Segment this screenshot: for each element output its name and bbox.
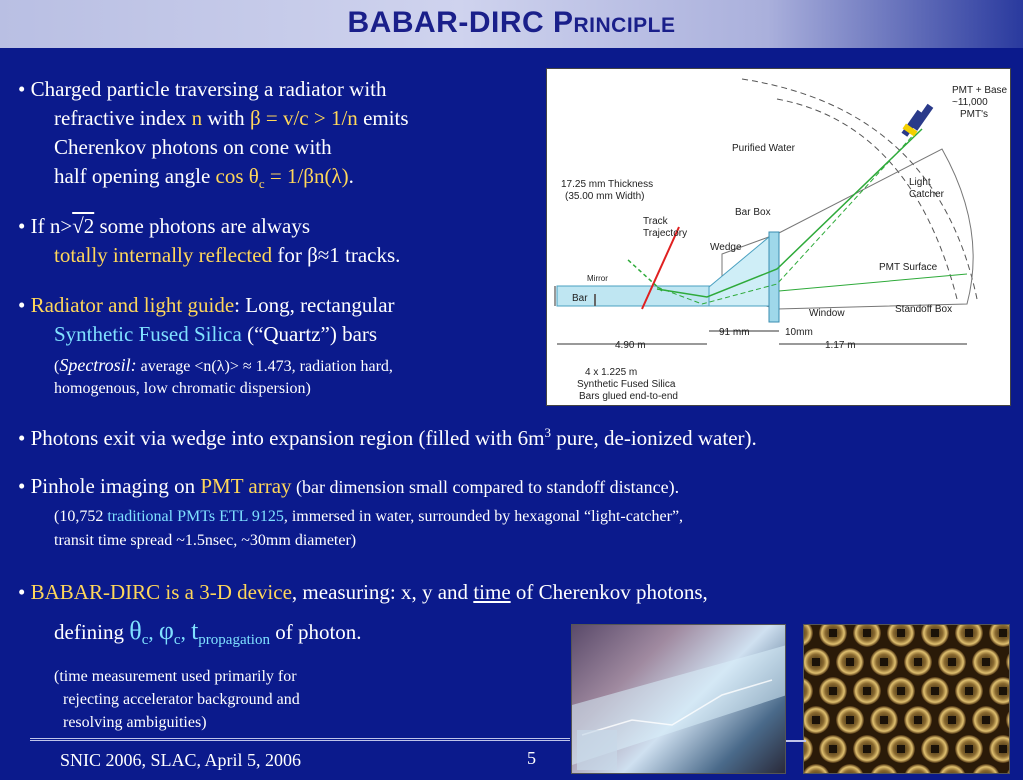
comma: ,	[148, 620, 159, 644]
bullet-1-line-2	[54, 106, 409, 131]
pmt-dynode	[982, 716, 990, 724]
bullet-6-note-2: rejecting accelerator background and	[63, 691, 300, 708]
label-pmt-base: PMT + Base	[952, 85, 1008, 96]
bullet-2-line-2	[54, 243, 400, 268]
pmt-dynode	[863, 687, 871, 695]
phi-symbol: φ	[158, 616, 174, 645]
photo-svg	[572, 625, 786, 774]
block	[577, 730, 617, 770]
bullet-5-line-3: transit time spread ~1.5nsec, ~30mm diameter)	[54, 532, 357, 549]
label-standoff-box: Standoff Box	[895, 304, 953, 315]
text: , measuring: x, y and	[291, 580, 474, 604]
slide-title: BABAR-DIRC Principle	[347, 6, 676, 39]
bullet-3-line-3	[54, 355, 393, 376]
subscript-c: c	[173, 632, 181, 649]
label-pmt-surface: PMT Surface	[879, 262, 938, 273]
pmt-array-highlight: PMT array	[200, 474, 292, 498]
footer-rule-right	[786, 740, 806, 742]
pmt-dynode	[948, 716, 956, 724]
bullet-3-line-2	[54, 322, 377, 347]
text: refractive index	[54, 106, 192, 130]
pmt-face	[938, 764, 966, 774]
pmt-dynode	[897, 629, 905, 637]
text: (10,752	[54, 508, 108, 525]
pmt-face	[870, 764, 898, 774]
label-width: (35.00 mm Width)	[565, 191, 645, 202]
text: : Long, rectangular	[234, 293, 395, 317]
pmt-dynode	[914, 716, 922, 724]
label-91mm: 91 mm	[719, 327, 750, 338]
pmt-face	[904, 764, 932, 774]
beta-condition: β = v/c > 1/n	[249, 106, 358, 130]
subscript-c: c	[258, 176, 265, 192]
bullet-1-line-3: Cherenkov photons on cone with	[54, 135, 332, 159]
photon-path-3	[779, 274, 967, 291]
superscript-3: 3	[544, 425, 551, 440]
text: •	[18, 293, 31, 317]
bullet-2-line-1	[18, 214, 310, 239]
text: for β≈1 tracks.	[272, 243, 401, 267]
symbol-n: n	[191, 106, 203, 130]
spectrosil: Spectrosil:	[59, 355, 137, 375]
text: pure, de-ionized water).	[550, 426, 757, 450]
pmt-dynode	[914, 658, 922, 666]
pmt-dynode	[812, 658, 820, 666]
text: emits	[357, 106, 409, 130]
silica-highlight: Synthetic Fused Silica	[54, 322, 242, 346]
pmt-dynode	[880, 716, 888, 724]
pmt-dynode	[897, 687, 905, 695]
pmt-face	[836, 764, 864, 774]
pmt-dynode	[829, 629, 837, 637]
label-bars-3: Bars glued end-to-end	[579, 391, 678, 402]
text: .	[348, 164, 354, 188]
pmt-face	[972, 764, 1000, 774]
pmt-dynode	[931, 687, 939, 695]
text: with	[202, 106, 250, 130]
formula: = 1/βn(λ)	[264, 164, 349, 188]
bullet-6-line-2	[54, 616, 362, 649]
radiator-highlight: Radiator and light guide	[30, 293, 235, 317]
label-bar-box: Bar Box	[735, 207, 771, 218]
pmt-face	[1006, 648, 1010, 676]
bullet-1-line-1: • Charged particle traversing a radiator with	[18, 77, 387, 101]
pmt-face	[804, 764, 830, 774]
footer-rule	[30, 738, 570, 741]
pmt-face	[1006, 764, 1010, 774]
text: , immersed in water, surrounded by hexagonal “light-catcher”,	[283, 508, 684, 525]
quartz-bar-photo	[571, 624, 786, 774]
pmt-dynode	[812, 716, 820, 724]
label-track-2: Trajectory	[643, 228, 688, 239]
text: of photon.	[269, 620, 362, 644]
pmt-dynode	[863, 629, 871, 637]
bullet-3-line-4: homogenous, low chromatic dispersion)	[54, 380, 311, 397]
label-track-1: Track	[643, 216, 668, 227]
label-wedge: Wedge	[710, 242, 742, 253]
pmt-dynode	[999, 629, 1007, 637]
text: • Pinhole imaging on	[18, 474, 201, 498]
subscript-c: c	[141, 632, 149, 649]
text: • If n>	[18, 214, 73, 238]
pmt-type-highlight: traditional PMTs ETL 9125	[107, 508, 284, 525]
pmt-dynode	[931, 745, 939, 753]
theta-symbol: θ	[129, 616, 142, 645]
bullet-4-line-1	[18, 425, 757, 451]
pmt-dynode	[829, 745, 837, 753]
pmt-face	[1006, 706, 1010, 734]
label-pmts: PMT's	[960, 109, 989, 120]
pmt-dynode	[948, 658, 956, 666]
label-pmt-count: ~11,000	[952, 97, 988, 108]
text: of Cherenkov photons,	[510, 580, 708, 604]
pmt-grid	[804, 625, 1010, 774]
pmt-dynode	[863, 745, 871, 753]
label-bars-1: 4 x 1.225 m	[585, 367, 638, 378]
label-bar: Bar	[572, 293, 588, 304]
pmt-dynode	[982, 658, 990, 666]
text: (	[54, 358, 60, 375]
pmt-dynode	[846, 658, 854, 666]
label-10mm: 10mm	[785, 327, 813, 338]
pmt-dynode	[931, 629, 939, 637]
subscript-propagation: propagation	[198, 632, 270, 649]
pmt-dynode	[965, 687, 973, 695]
pmt-dynode	[829, 687, 837, 695]
diagram-svg	[547, 69, 1012, 407]
pmt-dynode	[897, 745, 905, 753]
bullet-6-note-1: (time measurement used primarily for	[54, 668, 297, 685]
label-light-catcher-1: Light	[909, 177, 931, 188]
text: (“Quartz”) bars	[241, 322, 378, 346]
text: •	[18, 580, 31, 604]
text: average <n(λ)> ≈ 1.473, radiation hard,	[136, 358, 393, 375]
pmt-array-photo	[803, 624, 1010, 774]
pmt-dynode	[846, 716, 854, 724]
pmt-dynode	[999, 745, 1007, 753]
cos-theta: cos θ	[215, 164, 259, 188]
text: half opening angle	[54, 164, 216, 188]
bullet-5-line-1	[18, 474, 679, 499]
comma: ,	[180, 620, 192, 644]
page-number: 5	[527, 748, 536, 768]
bullet-5-line-2	[54, 508, 683, 526]
photon-path-dashed-2	[657, 131, 917, 304]
text: • Photons exit via wedge into expansion region (filled with 6m	[18, 426, 545, 450]
bullet-3-line-1	[18, 293, 395, 318]
bullet-1-line-4	[54, 164, 354, 192]
t-symbol: t	[191, 616, 199, 645]
bullet-6-note-3: resolving ambiguities)	[63, 714, 207, 731]
pmt-dynode	[965, 629, 973, 637]
text: (bar dimension small compared to standoff distance).	[291, 477, 680, 497]
label-490m: 4.90 m	[615, 340, 646, 351]
label-117m: 1.17 m	[825, 340, 856, 351]
label-window: Window	[809, 308, 845, 319]
sqrt-2: √2	[72, 214, 95, 238]
bullet-6-line-1	[18, 580, 708, 605]
pmt-dynode	[999, 687, 1007, 695]
pmt-dynode	[965, 745, 973, 753]
pmt-array-svg	[804, 625, 1010, 774]
label-purified-water: Purified Water	[732, 143, 795, 154]
text: some photons are always	[94, 214, 311, 238]
pmt-face	[804, 677, 813, 705]
label-thickness: 17.25 mm Thickness	[561, 179, 654, 190]
tir-highlight: totally internally reflected	[54, 243, 273, 267]
time-underlined: time	[473, 580, 511, 604]
footer-conference: SNIC 2006, SLAC, April 5, 2006	[60, 750, 302, 770]
text: defining	[54, 620, 130, 644]
label-bars-2: Synthetic Fused Silica	[577, 379, 676, 390]
3d-device-highlight: BABAR-DIRC is a 3-D device	[30, 580, 292, 604]
label-light-catcher-2: Catcher	[909, 189, 945, 200]
window	[769, 232, 779, 322]
pmt-dynode	[880, 658, 888, 666]
label-mirror: Mirror	[587, 274, 608, 283]
pmt-face	[804, 625, 813, 647]
dirc-diagram	[546, 68, 1011, 406]
